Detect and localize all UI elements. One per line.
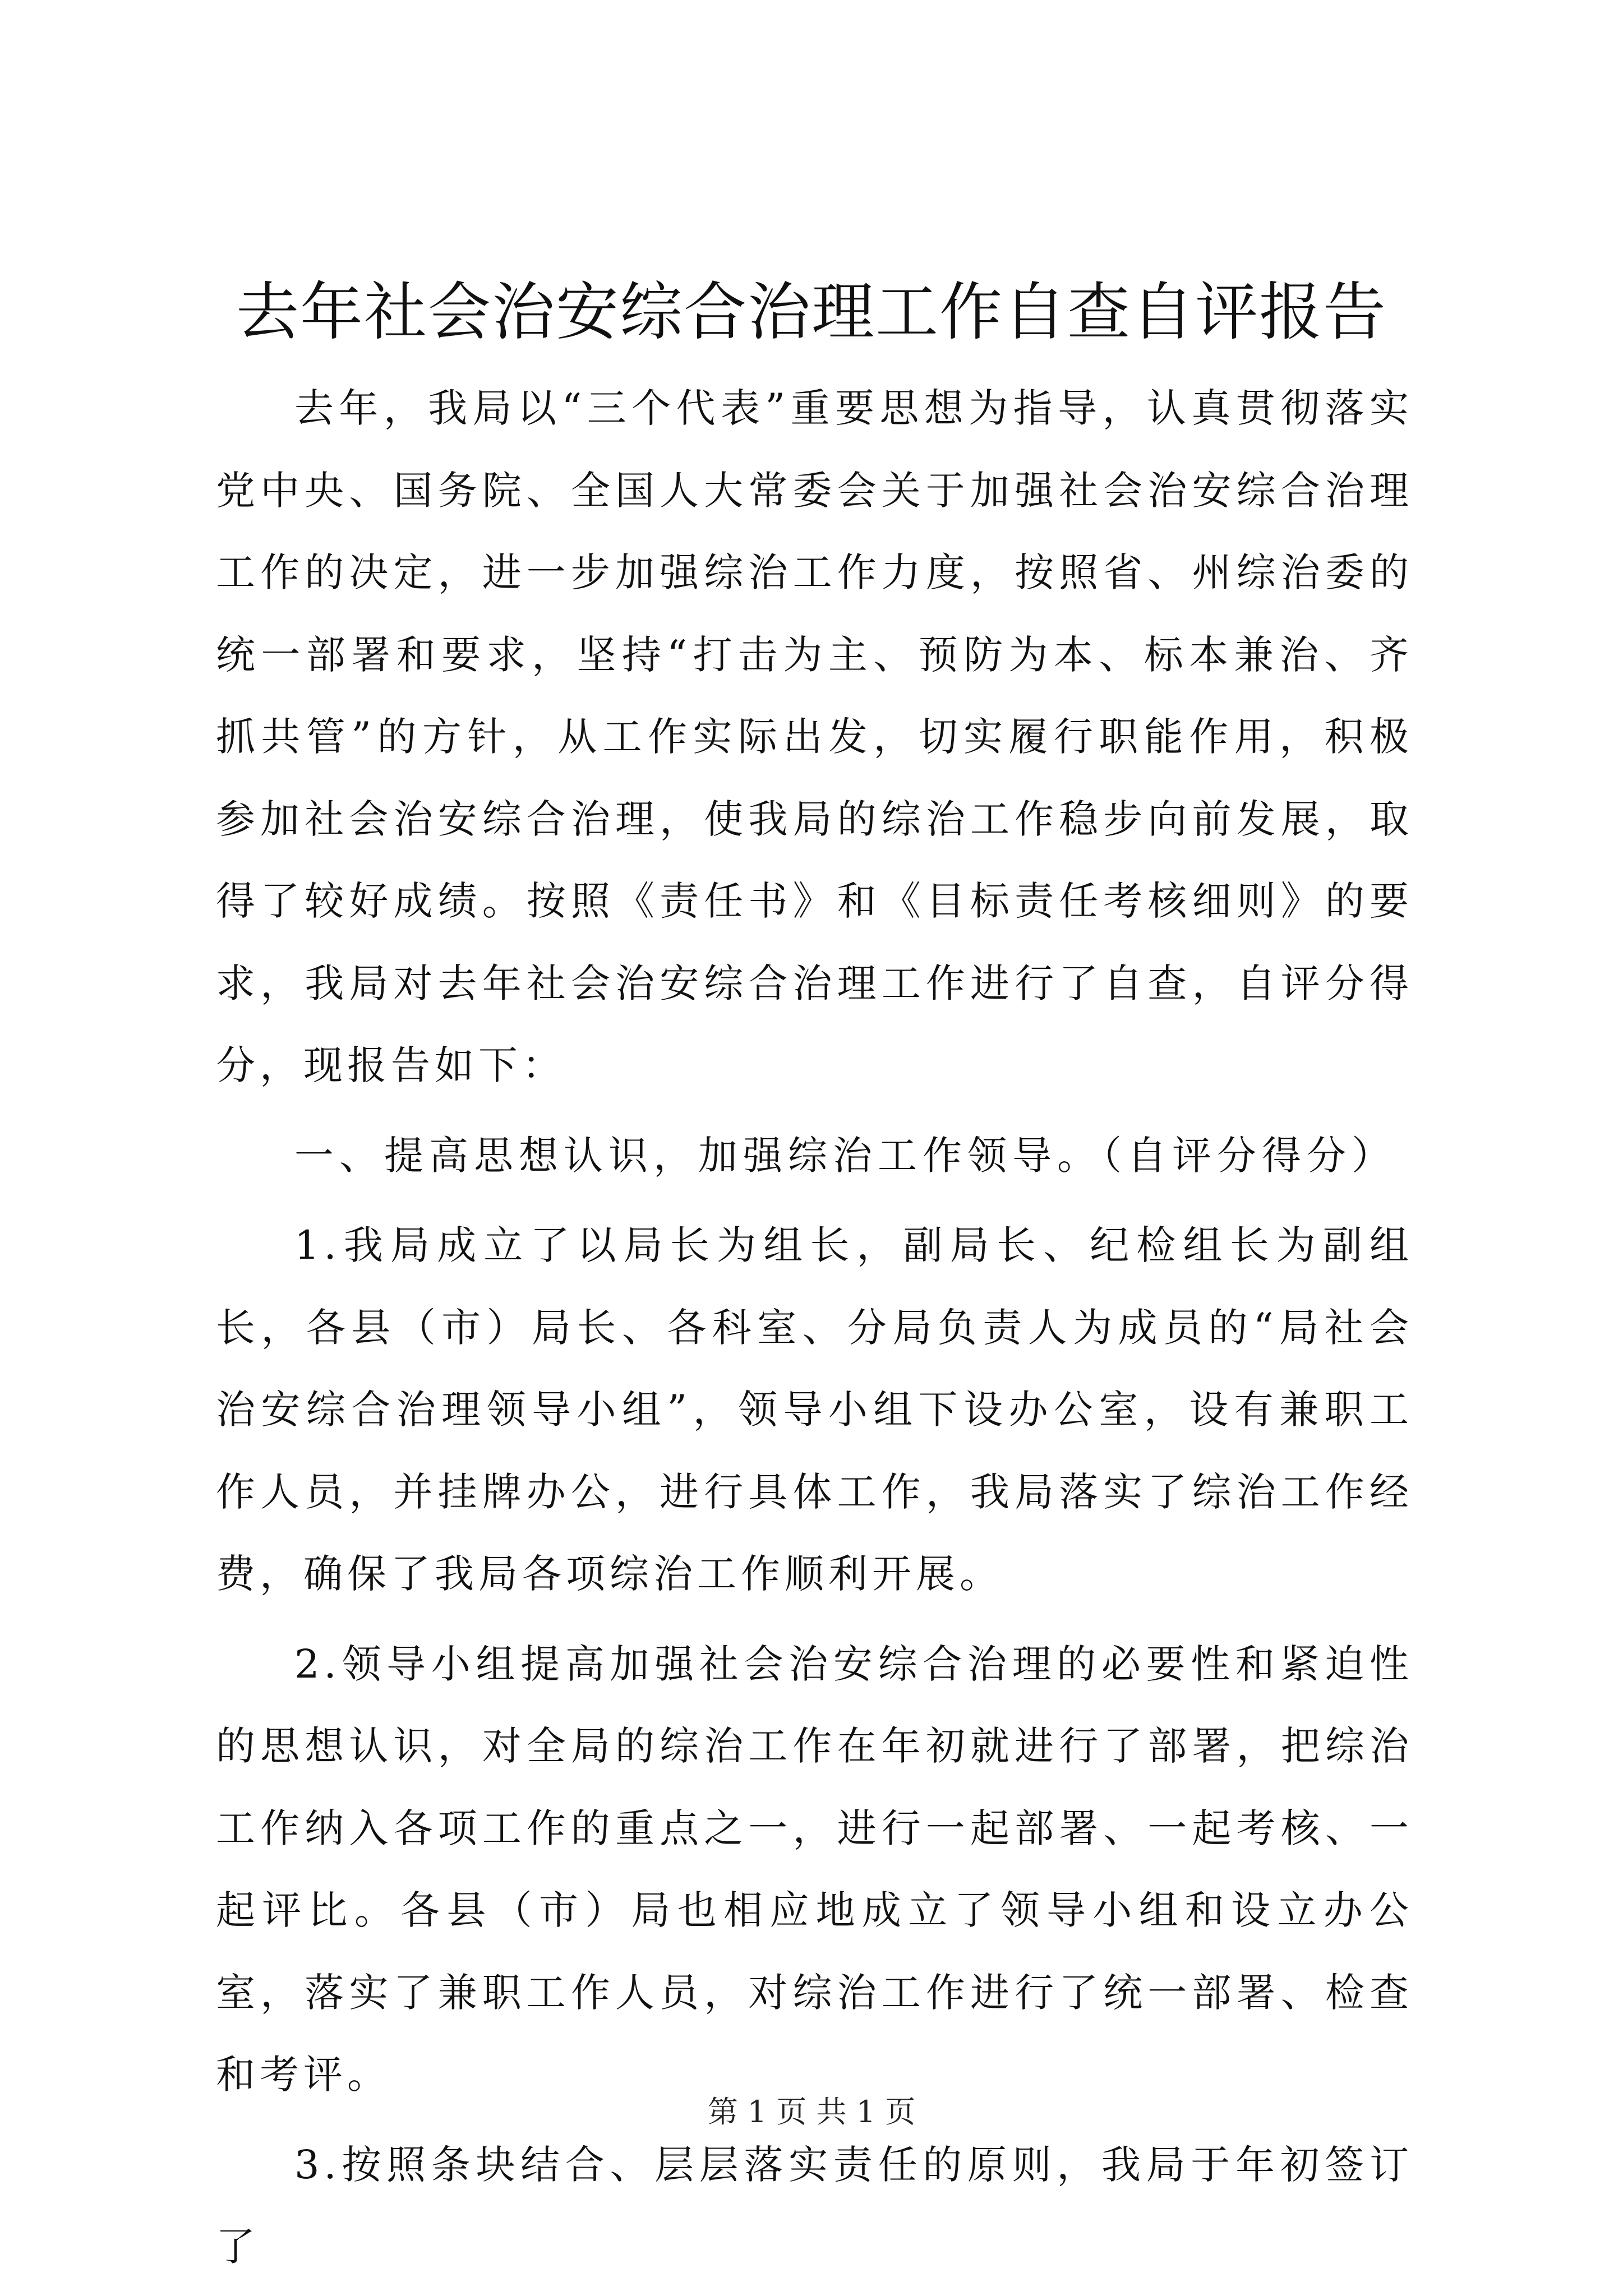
page-number-footer: 第 1 页 共 1 页 bbox=[707, 2094, 916, 2129]
document-body bbox=[216, 367, 1413, 2296]
section-heading-1: 一、提高思想认识，加强综治工作领导。（自评分得分） bbox=[294, 1132, 1396, 1179]
paragraph-item-3: 3.按照条块结合、层层落实责任的原则，我局于年初签订了 bbox=[216, 2141, 1413, 2270]
paragraph-item-1: 1.我局成立了以局长为组长，副局长、纪检组长为副组长，各县（市）局长、各科室、分局负责人为成员的“局社会治安综合治理领导小组”，领导小组下设办公室，设有兼职工作人员，并挂牌办公，进行具体工作，我局落实了综治工作经费，确保了我局各项综治工作顺利开展。 bbox=[216, 1222, 1413, 1597]
paragraph-item-2: 2.领导小组提高加强社会治安综合治理的必要性和紧迫性的思想认识，对全局的综治工作在年初就进行了部署，把综治工作纳入各项工作的重点之一，进行一起部署、一起考核、一起评比。各县（市）局也相应地成立了领导小组和设立办公室，落实了兼职工作人员，对综治工作进行了统一部署、检查和考评。 bbox=[216, 1641, 1413, 2098]
document-title: 去年社会治安综合治理工作自查自评报告 bbox=[236, 276, 1387, 349]
paragraph-intro: 去年，我局以“三个代表”重要思想为指导，认真贯彻落实党中央、国务院、全国人大常委会关于加强社会治安综合治理工作的决定，进一步加强综治工作力度，按照省、州综治委的统一部署和要求，坚持“打击为主、预防为本、标本兼治、齐抓共管”的方针，从工作实际出发，切实履行职能作用，积极参加社会治安综合治理，使我局的综治工作稳步向前发展，取得了较好成绩。按照《责任书》和《目标责任考核细则》的要求，我局对去年社会治安综合治理工作进行了自查，自评分得分，现报告如下： bbox=[216, 385, 1413, 1088]
